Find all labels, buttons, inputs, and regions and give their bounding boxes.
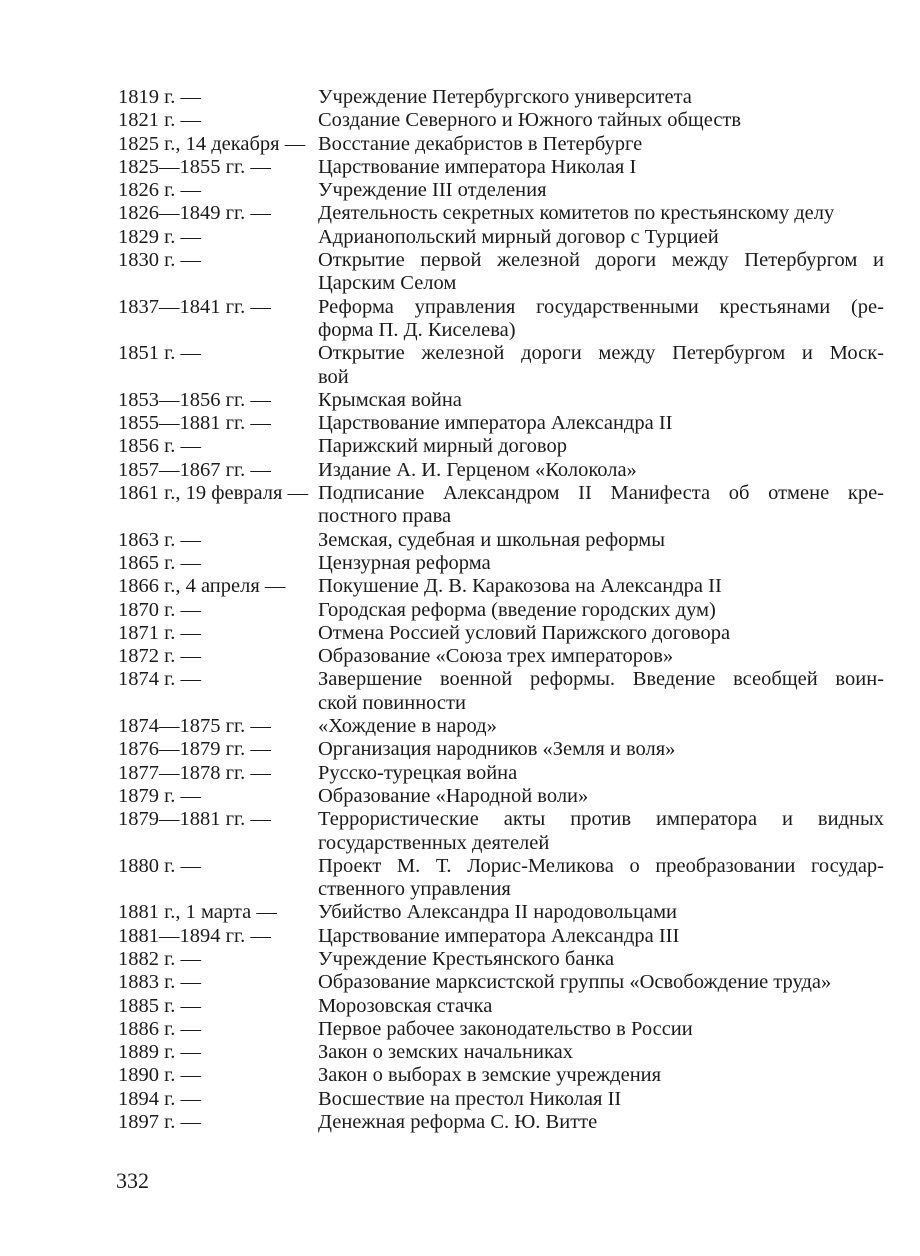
entry-event [318,808,884,855]
event-line: Издание А. И. Герценом «Колокола» [318,458,637,481]
event-line: Открытие железной дороги между Петербургом и Моск- [318,342,884,365]
chronology-entry [118,715,884,738]
entry-event [318,552,884,575]
event-line: Образование «Народной воли» [318,784,589,807]
page-number: 332 [116,1168,149,1193]
entry-event [318,1064,884,1087]
entry-date: 1881 г., 1 марта — [118,901,277,924]
event-line: Подписание Александром II Манифеста об отмене кре- [318,482,884,505]
chronology-entry [118,482,884,529]
chronology-entry [118,925,884,948]
entry-event [318,435,884,458]
entry-date: 1889 г. — [118,1041,201,1064]
event-line: Покушение Д. В. Каракозова на Александра II [318,575,722,598]
entry-date: 1825 г., 14 декабря — [118,132,306,155]
entry-date: 1894 г. — [118,1087,201,1110]
event-line: Цензурная реформа [318,551,491,574]
entry-event [318,226,884,249]
entry-date: 1826—1849 гг. — [118,202,271,225]
event-line: Адрианопольский мирный договор с Турцией [318,225,719,248]
entry-event [318,971,884,994]
event-line: Царским Селом [318,272,457,295]
entry-date: 1871 г. — [118,621,201,644]
event-line: Убийство Александра II народовольцами [318,901,678,924]
entry-date: 1866 г., 4 апреля — [118,575,286,598]
chronology-entry [118,552,884,575]
event-line: Учреждение Петербургского университета [318,86,692,108]
chronology-entry [118,575,884,598]
chronology-entry [118,995,884,1018]
entry-event [318,109,884,132]
entry-event [318,86,884,109]
entry-date: 1877—1878 гг. — [118,761,271,784]
event-line: Образование марксистской группы «Освобождение труда» [318,971,832,994]
entry-event [318,995,884,1018]
event-line: Денежная реформа С. Ю. Витте [318,1111,598,1134]
event-line: Образование «Союза трех императоров» [318,645,674,668]
entry-date: 1881—1894 гг. — [118,924,271,947]
entry-event [318,901,884,924]
entry-date: 1851 г. — [118,342,201,365]
chronology-entry [118,412,884,435]
entry-event [318,948,884,971]
event-line: Проект М. Т. Лорис-Меликова о преобразовании государ- [318,854,884,877]
entry-date: 1856 г. — [118,435,201,458]
chronology-entry [118,1064,884,1087]
entry-date: 1863 г. — [118,528,201,551]
entry-event [318,412,884,435]
entry-event [318,1088,884,1111]
entry-date: 1857—1867 гг. — [118,458,271,481]
entry-event [318,785,884,808]
chronology-entry [118,901,884,924]
event-line: Земская, судебная и школьная реформы [318,528,666,551]
event-line: Учреждение Крестьянского банка [318,947,615,970]
entry-date: 1829 г. — [118,225,201,248]
chronology-entry [118,948,884,971]
event-line: ственного управления [318,878,511,901]
chronology-entry [118,808,884,855]
entry-date: 1853—1856 гг. — [118,388,271,411]
entry-event [318,575,884,598]
entry-event [318,529,884,552]
entry-date: 1883 г. — [118,971,201,994]
event-line: Отмена Россией условий Парижского договора [318,621,731,644]
event-line: Царствование императора Александра III [318,924,680,947]
entry-date: 1876—1879 гг. — [118,738,271,761]
chronology-entry [118,529,884,552]
chronology-entry [118,1018,884,1041]
entry-event [318,855,884,902]
event-line: Морозовская стачка [318,994,493,1017]
event-line: Реформа управления государственными крестьянами (ре- [318,295,884,318]
entry-date: 1861 г., 19 февраля — [118,482,309,505]
entry-date: 1890 г. — [118,1064,201,1087]
event-line: Создание Северного и Южного тайных обществ [318,109,742,132]
chronology-entry [118,459,884,482]
event-line: Царствование императора Николая I [318,155,637,178]
chronology-entry [118,668,884,715]
chronology-entry [118,645,884,668]
chronology-entry [118,249,884,296]
entry-date: 1819 г. — [118,86,201,108]
chronology-entry [118,156,884,179]
event-line: Восстание декабристов в Петербурге [318,132,643,155]
chronology-entry [118,855,884,902]
entry-date: 1837—1841 гг. — [118,295,271,318]
entry-event [318,156,884,179]
entry-event [318,179,884,202]
event-line: вой [318,365,349,388]
entry-event [318,296,884,343]
event-line: форма П. Д. Киселева) [318,318,516,341]
entry-event [318,762,884,785]
entry-event [318,1041,884,1064]
event-line: ской повинности [318,691,466,714]
chronology-list [118,86,884,1134]
entry-date: 1885 г. — [118,994,201,1017]
event-line: Деятельность секретных комитетов по крестьянскому делу [318,202,835,225]
entry-date: 1874—1875 гг. — [118,715,271,738]
event-line: Царствование императора Александра II [318,412,673,435]
chronology-entry [118,1111,884,1134]
chronology-entry [118,1088,884,1111]
entry-event [318,249,884,296]
entry-date: 1830 г. — [118,249,201,272]
event-line: Крымская война [318,388,462,411]
chronology-entry [118,226,884,249]
entry-date: 1882 г. — [118,947,201,970]
entry-date: 1825—1855 гг. — [118,155,271,178]
entry-event [318,1111,884,1134]
entry-date: 1879—1881 гг. — [118,808,271,831]
entry-date: 1879 г. — [118,784,201,807]
entry-date: 1886 г. — [118,1017,201,1040]
entry-date: 1865 г. — [118,551,201,574]
entry-date: 1826 г. — [118,179,201,202]
entry-event [318,202,884,225]
entry-event [318,389,884,412]
event-line: Восшествие на престол Николая II [318,1087,622,1110]
event-line: Завершение военной реформы. Введение всеобщей воин- [318,668,884,691]
chronology-entry [118,86,884,109]
entry-date: 1821 г. — [118,109,201,132]
event-line: «Хождение в народ» [318,715,497,738]
chronology-entry [118,133,884,156]
entry-date: 1897 г. — [118,1111,201,1134]
event-line: Закон о выборах в земские учреждения [318,1064,662,1087]
chronology-entry [118,762,884,785]
event-line: постного права [318,505,452,528]
entry-event [318,342,884,389]
chronology-entry [118,109,884,132]
entry-date: 1874 г. — [118,668,201,691]
chronology-entry [118,738,884,761]
entry-event [318,482,884,529]
entry-event [318,715,884,738]
event-line: Учреждение III отделения [318,179,547,202]
chronology-entry [118,622,884,645]
chronology-entry [118,389,884,412]
event-line: Первое рабочее законодательство в России [318,1017,693,1040]
chronology-entry [118,179,884,202]
entry-date: 1872 г. — [118,645,201,668]
entry-event [318,459,884,482]
entry-event [318,1018,884,1041]
event-line: Парижский мирный договор [318,435,567,458]
entry-date: 1870 г. — [118,598,201,621]
chronology-entry [118,202,884,225]
entry-event [318,622,884,645]
event-line: государственных деятелей [318,831,550,854]
entry-event [318,599,884,622]
entry-event [318,645,884,668]
event-line: Организация народников «Земля и воля» [318,738,676,761]
chronology-entry [118,785,884,808]
entry-date: 1880 г. — [118,854,201,877]
chronology-entry [118,435,884,458]
entry-event [318,925,884,948]
entry-event [318,668,884,715]
event-line: Закон о земских начальниках [318,1041,573,1064]
chronology-entry [118,1041,884,1064]
event-line: Русско-турецкая война [318,761,518,784]
chronology-entry [118,599,884,622]
event-line: Городская реформа (введение городских дум) [318,598,716,621]
event-line: Террористические акты против императора и видных [318,808,884,831]
chronology-entry [118,296,884,343]
event-line: Открытие первой железной дороги между Петербургом и [318,249,884,272]
entry-event [318,738,884,761]
chronology-entry [118,971,884,994]
entry-date: 1855—1881 гг. — [118,412,271,435]
chronology-entry [118,342,884,389]
entry-event [318,133,884,156]
